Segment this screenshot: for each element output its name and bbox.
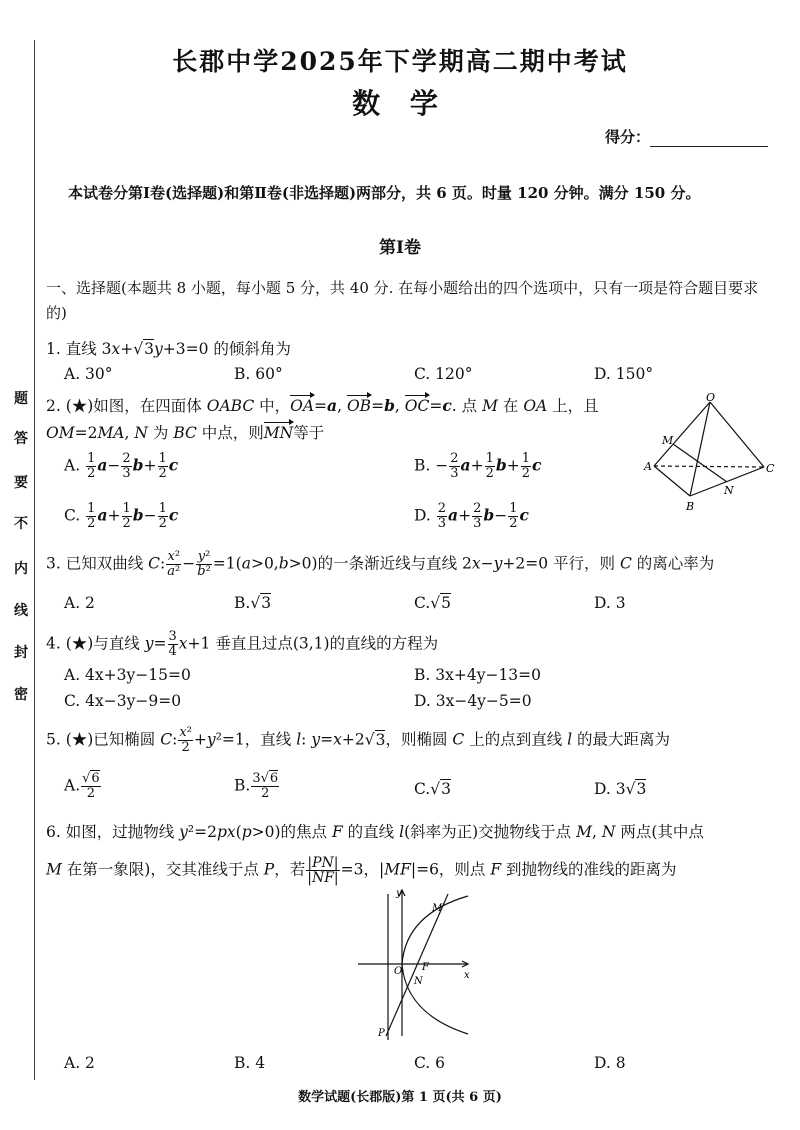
- label-O: O: [706, 392, 716, 404]
- label-N: N: [724, 484, 734, 497]
- q2-option-b: B. − $\frac{2}{3}$ a+ $\frac{1}{2}$ b+ $\frac{1}{2}$ c: [414, 451, 542, 481]
- label-A: A: [644, 460, 652, 473]
- label-F: F: [422, 962, 429, 973]
- q1-option-a: A. 30°: [64, 365, 113, 383]
- parabola-figure: [356, 884, 476, 1044]
- q5-option-d: D. 3√3: [594, 780, 647, 798]
- q2-option-c: C. $\frac{1}{2}$ a+ $\frac{1}{2}$ b− $\frac{1}{2}$ c: [64, 501, 179, 531]
- question-5: 5. (★)已知椭圆 C: $\frac{\text{x²}}{2}$ +y²=1，直线 l: y=x+2√3，则椭圆 C 上的点到直线 l 的最大距离为: [46, 725, 671, 755]
- label-x: x: [464, 970, 470, 981]
- margin-label: 密: [14, 687, 28, 703]
- score-label: 得分：: [604, 128, 650, 146]
- question-3: 3. 已知双曲线 C: $\frac{\text{x²}}{\text{a²}}$ − $\frac{\text{y²}}{\text{b²}}$ =1(a>0,b>0)的一条渐近线与直线 2x−y+2=0 平行，则 C 的离心率为: [46, 549, 715, 579]
- q4-option-b: B. 3x+4y−13=0: [414, 666, 542, 684]
- q1-option-d: D. 150°: [594, 365, 654, 383]
- q3-option-a: A. 2: [64, 594, 95, 612]
- margin-label: 要: [14, 475, 28, 491]
- page-footer: 数学试题(长郡版)第 1 页(共 6 页): [298, 1090, 502, 1105]
- q1-option-b: B. 60°: [234, 365, 283, 383]
- label-B: B: [686, 500, 695, 513]
- margin-label: 答: [14, 431, 28, 447]
- question-2: 2. (★)如图，在四面体 OABC 中，OA=a, OB=b, OC=c. 点 M 在 OA 上，且: [46, 396, 599, 415]
- label-O2: O: [394, 966, 403, 977]
- exam-title: 长郡中学2025年下学期高二期中考试: [172, 47, 628, 76]
- q5-option-b: B. $\frac{3√6}{2}$: [234, 771, 279, 801]
- label-C: C: [766, 462, 775, 475]
- score-field[interactable]: [605, 126, 768, 147]
- q6-option-c: C. 6: [414, 1054, 446, 1072]
- label-N2: N: [414, 976, 423, 987]
- subject-title: 数 学: [352, 87, 448, 120]
- question-6-line2: M 在第一象限)，交其准线于点 P，若 $\frac{|PN|}{|NF|}$ =3，|MF|=6，则点 F 到抛物线的准线的距离为: [46, 855, 677, 886]
- q2-option-d: D. $\frac{2}{3}$ a+ $\frac{2}{3}$ b− $\frac{1}{2}$ c: [414, 501, 529, 531]
- q1-option-c: C. 120°: [414, 365, 473, 383]
- label-y: y: [396, 888, 402, 899]
- q6-option-a: A. 2: [64, 1054, 95, 1072]
- margin-label: 内: [14, 561, 28, 577]
- q5-option-c: C.√3: [414, 780, 451, 798]
- score-blank[interactable]: [650, 132, 768, 147]
- question-2-line2: OM=2MA, N 为 BC 中点，则MN等于: [46, 424, 325, 442]
- margin-label: 题: [14, 391, 28, 407]
- q3-option-c: C.√5: [414, 594, 451, 612]
- exam-intro: 本试卷分第Ⅰ卷(选择题)和第Ⅱ卷(非选择题)两部分，共 6 页。时量 120 分钟。满分 150 分。: [68, 184, 701, 202]
- q2-option-a: A. $\frac{1}{2}$ a− $\frac{2}{3}$ b+ $\frac{1}{2}$ c: [64, 451, 179, 481]
- tetrahedron-figure: [640, 392, 780, 517]
- binding-line: [34, 40, 35, 1080]
- q4-option-d: D. 3x−4y−5=0: [414, 692, 532, 710]
- q4-option-a: A. 4x+3y−15=0: [64, 666, 191, 684]
- label-M: M: [662, 434, 674, 447]
- q3-option-b: B.√3: [234, 594, 272, 612]
- margin-label: 线: [14, 603, 28, 619]
- q6-option-d: D. 8: [594, 1054, 626, 1072]
- q6-option-b: B. 4: [234, 1054, 266, 1072]
- question-6: 6. 如图，过抛物线 y²=2px(p>0)的焦点 F 的直线 l(斜率为正)交抛物线于点 M, N 两点(其中点: [46, 823, 704, 841]
- q5-option-a: A. $\frac{√6}{2}$: [64, 771, 100, 801]
- question-4: 4. (★)与直线 y= $\frac{3}{4}$ x+1 垂直且过点(3,1)的直线的方程为: [46, 629, 439, 659]
- part-heading: 第Ⅰ卷: [379, 238, 421, 258]
- label-M2: M: [432, 903, 443, 914]
- margin-label: 不: [14, 516, 28, 532]
- q4-option-c: C. 4x−3y−9=0: [64, 692, 182, 710]
- label-P: P: [378, 1028, 385, 1039]
- section-instructions: 一、选择题(本题共 8 小题，每小题 5 分，共 40 分. 在每小题给出的四个选项中，只有一项是符合题目要求的): [46, 279, 759, 322]
- q3-option-d: D. 3: [594, 594, 626, 612]
- question-1: 1. 直线 3x+√3y+3=0 的倾斜角为: [46, 340, 291, 358]
- margin-label: 封: [14, 645, 28, 661]
